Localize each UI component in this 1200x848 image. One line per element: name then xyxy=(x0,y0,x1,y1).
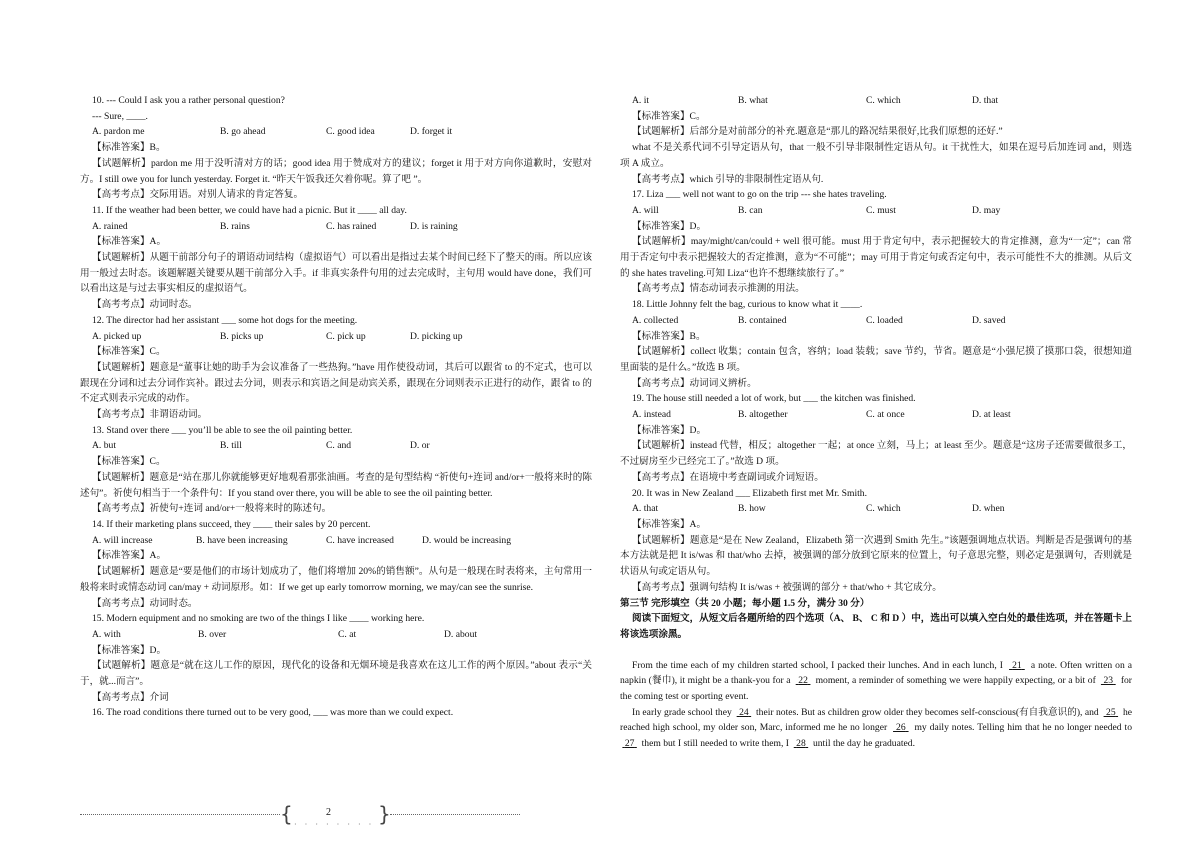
q10-option-b: B. go ahead xyxy=(220,126,266,138)
q15-option-b: B. over xyxy=(198,628,227,640)
blank-number: 26 xyxy=(896,722,906,734)
section-title: 第三节 完形填空（共 20 小题；每小题 1.5 分，满分 30 分） xyxy=(620,597,870,609)
q19-answer: 【标准答案】D。 xyxy=(632,424,707,436)
q18-stem: 18. Little Johnny felt the bag, curious to know what it ____. xyxy=(632,299,863,311)
q16-stem: 16. The road conditions there turned out to be very good, ___ was more than we could expect. xyxy=(92,707,454,719)
passage-text: them but I still needed to write them, I xyxy=(641,738,789,750)
blank-23 xyxy=(1101,675,1116,686)
q17-answer: 【标准答案】D。 xyxy=(632,220,707,232)
q11-analysis: 【试题解析】从题干前部分句子的谓语动词结构（虚拟语气）可以看出是指过去某个时间已经下了整天的雨。所以应该用一般过去时态。该题解题关键要从题干前部分入手。if 非真实条件句用的过去完成时，主句用 would have done，我们可以看出这是与过去事实相反的虚拟语气。 xyxy=(80,252,592,295)
q11-option-a: A. rained xyxy=(92,220,128,232)
q11-option-c: C. has rained xyxy=(326,220,377,232)
q10-answer: 【标准答案】B。 xyxy=(92,142,166,154)
q20-option-b: B. how xyxy=(738,503,766,515)
q16-option-d: D. that xyxy=(972,95,999,106)
q13-stem: 13. Stand over there ___ you’ll be able to see the oil painting better. xyxy=(92,424,353,436)
passage-text: moment, a reminder of something we were happily expecting, or a bit of xyxy=(815,675,1096,687)
right-brace-icon: } xyxy=(378,802,391,826)
passage-text: until the day he graduated. xyxy=(812,738,915,750)
page-footer xyxy=(80,800,520,830)
q15-point: 【高考考点】介词 xyxy=(92,691,169,703)
q10-option-c: C. good idea xyxy=(326,126,375,138)
q12-answer: 【标准答案】C。 xyxy=(92,346,166,358)
q12-option-d: D. picking up xyxy=(410,330,463,342)
right-column xyxy=(620,93,1132,752)
passage-text: From the time each of my children started school, I packed their lunches. And in each lunch, I xyxy=(632,659,1003,671)
left-column xyxy=(80,93,592,721)
q13-point: 【高考考点】祈使句+连词 and/or+一般将来时的陈述句。 xyxy=(92,503,332,515)
q13-options xyxy=(80,438,592,454)
q20-point: 【高考考点】强调句结构 It is/was + 被强调的部分 + that/who + 其它成分。 xyxy=(632,581,942,593)
footer-dots: · · · · · · · · xyxy=(294,820,375,829)
q15-analysis: 【试题解析】题意是“就在这儿工作的原因，现代化的设备和无烟环境是我喜欢在这儿工作的两个原因。”about 表示“关于，就...而言”。 xyxy=(80,660,592,688)
q14-option-a: A. will increase xyxy=(92,534,153,546)
q10-stem: 10. --- Could I ask you a rather personal question? xyxy=(92,95,285,106)
q16-point: 【高考考点】which 引导的非限制性定语从句. xyxy=(632,173,824,185)
passage-text: he reached high school, my older son, Marc, informed me he no longer xyxy=(620,706,1132,734)
passage-text: my daily notes. Telling him that he no longer needed to xyxy=(914,722,1133,734)
q14-point: 【高考考点】动词时态。 xyxy=(92,597,198,609)
blank-27 xyxy=(622,738,636,749)
q12-option-c: C. pick up xyxy=(326,330,366,342)
blank-28 xyxy=(794,738,808,749)
q19-analysis: 【试题解析】instead 代替，相反；altogether 一起；at once 立刻，马上；at least 至少。题意是“这房子还需要做很多工，不过厨房至少已经完工了。”故选 D 项。 xyxy=(620,440,1132,468)
q15-option-d: D. about xyxy=(444,628,478,640)
blank-25 xyxy=(1104,707,1118,718)
q18-answer: 【标准答案】B。 xyxy=(632,330,706,342)
q15-option-a: A. with xyxy=(92,628,121,640)
q17-point: 【高考考点】情态动词表示推测的用法。 xyxy=(632,283,805,295)
q19-option-b: B. altogether xyxy=(738,409,788,421)
q11-options xyxy=(80,219,592,235)
passage-text: In early grade school they xyxy=(632,706,732,718)
q16-answer: 【标准答案】C。 xyxy=(632,110,706,122)
q18-option-d: D. saved xyxy=(972,314,1006,326)
q19-stem: 19. The house still needed a lot of work, but ___ the kitchen was finished. xyxy=(632,393,916,405)
q19-options xyxy=(620,407,1132,423)
q19-option-a: A. instead xyxy=(632,409,671,421)
q15-stem: 15. Modern equipment and no smoking are two of the things I like ____ working here. xyxy=(92,613,425,625)
q17-analysis: 【试题解析】may/might/can/could + well 很可能。must 用于肯定句中，表示把握较大的肯定推测，意为“一定”；can 常用于否定句中表示把握较大的否定推测，意为“不可能”；may 可用于肯定句或否定句中，表示可能性不大的推测。从后文的 she hates traveling.可知 Liza“也许不想继续旅行了。” xyxy=(620,236,1132,279)
q20-stem: 20. It was in New Zealand ___ Elizabeth first met Mr. Smith. xyxy=(632,487,867,499)
q11-option-b: B. rains xyxy=(220,220,250,232)
q14-option-b: B. have been increasing xyxy=(196,534,288,546)
q16-option-c: C. which xyxy=(866,95,901,106)
passage-text: their notes. But as children grow older they becomes self-conscious(有自我意识的), and xyxy=(756,706,1099,718)
q18-option-a: A. collected xyxy=(632,314,679,326)
q18-option-b: B. contained xyxy=(738,314,787,326)
spacer xyxy=(620,643,1132,658)
q17-option-d: D. may xyxy=(972,204,1001,216)
q14-answer: 【标准答案】A。 xyxy=(92,550,167,562)
blank-number: 24 xyxy=(739,706,749,718)
section-instruction: 阅读下面短文，从短文后各题所给的四个选项（A、 B、 C 和 D ）中，选出可以填入空白处的最佳选项，并在答题卡上将该选项涂黑。 xyxy=(620,613,1132,640)
q11-point: 【高考考点】动词时态。 xyxy=(92,299,198,311)
q12-analysis: 【试题解析】题意是“董事让她的助手为会议准备了一些热狗。”have 用作使役动词，其后可以跟省 to 的不定式，也可以跟现在分词和过去分词作宾补。跟过去分词，则表示和宾语之间是动宾关系，跟现在分词则表示正进行的动作，跟省 to 的不定式则表示完成的动作。 xyxy=(80,361,592,405)
q10-point: 【高考考点】交际用语。对别人请求的肯定答复。 xyxy=(92,189,304,201)
q12-point: 【高考考点】非谓语动词。 xyxy=(92,409,208,421)
q17-option-c: C. must xyxy=(866,204,896,216)
passage-paragraph-1 xyxy=(620,658,1132,705)
q11-stem: 11. If the weather had been better, we could have had a picnic. But it ____ all day. xyxy=(92,204,407,216)
blank-number: 27 xyxy=(624,738,635,750)
q20-option-c: C. which xyxy=(866,503,901,515)
q16-option-a: A. it xyxy=(632,95,650,106)
q19-option-c: C. at once xyxy=(866,409,905,421)
q18-option-c: C. loaded xyxy=(866,314,903,326)
q10-option-a: A. pardon me xyxy=(92,126,145,138)
q20-answer: 【标准答案】A。 xyxy=(632,518,707,530)
q10-options xyxy=(80,124,592,140)
q18-options xyxy=(620,313,1132,329)
q18-point: 【高考考点】动词词义辨析。 xyxy=(632,377,757,389)
q10-analysis: 【试题解析】pardon me 用于没听清对方的话；good idea 用于赞成对方的建议；forget it 用于对方向你道歉时，安慰对方。I still owe you for lunch yesterday. Forget it. “昨天午饭我还欠着你呢。算了吧 ”。 xyxy=(80,157,592,185)
q20-options xyxy=(620,501,1132,517)
q13-analysis: 【试题解析】题意是“站在那儿你就能够更好地观看那张油画。考查的是句型结构 “祈使句+连词 and/or+一般将来时的陈述句”。祈使句相当于一个条件句：If you stand over there, you will be able to see the oil painting better. xyxy=(80,471,592,499)
blank-number: 23 xyxy=(1103,675,1114,687)
blank-21 xyxy=(1009,660,1025,671)
footer-divider-left xyxy=(80,814,280,815)
blank-22 xyxy=(796,675,811,686)
q16-option-b: B. what xyxy=(738,95,768,106)
q16-options xyxy=(620,93,1132,109)
q16-analysis: 【试题解析】后部分是对前部分的补充.题意是“那儿的路况结果很好,比我们原想的还好.” xyxy=(632,126,1003,138)
q12-options xyxy=(80,329,592,345)
q20-analysis: 【试题解析】题意是“是在 New Zealand，Elizabeth 第一次遇到 Smith 先生。”该题强调地点状语。判断是否是强调句的基本方法就是把 It is/was 和 that/who 去掉，被强调的部分放到它原来的位置上，句子意思完整，则必定是强调句，否则就是状语从句或定语从句。 xyxy=(620,534,1132,578)
q17-stem: 17. Liza ___ well not want to go on the trip --- she hates traveling. xyxy=(632,189,887,201)
q20-option-d: D. when xyxy=(972,503,1005,515)
q17-options xyxy=(620,203,1132,219)
passage-text: a note. Often written on a napkin (餐巾), it might be a thank-you for a xyxy=(620,659,1133,687)
q10-stem2: --- Sure, ____. xyxy=(92,110,148,122)
q13-option-c: C. and xyxy=(326,440,352,452)
q17-option-a: A. will xyxy=(632,204,659,216)
q13-option-b: B. till xyxy=(220,440,242,452)
q11-answer: 【标准答案】A。 xyxy=(92,236,167,248)
blank-number: 22 xyxy=(798,675,808,687)
q20-option-a: A. that xyxy=(632,503,659,515)
footer-divider-right xyxy=(390,814,520,815)
blank-number: 21 xyxy=(1012,659,1022,671)
passage-text: for the coming test or sporting event. xyxy=(620,675,1132,703)
page-number: 2 xyxy=(326,807,331,818)
blank-24 xyxy=(737,707,751,718)
q16-analysis2: what 不是关系代词不引导定语从句，that 一般不引导非限制性定语从句。it 干扰性大，如果在逗号后加连词 and，则选项 A 成立。 xyxy=(620,142,1132,169)
blank-26 xyxy=(893,722,909,733)
q12-option-a: A. picked up xyxy=(92,330,142,342)
q10-option-d: D. forget it xyxy=(410,126,453,138)
q14-analysis: 【试题解析】题意是“要是他们的市场计划成功了，他们将增加 20%的销售额”。从句是一般现在时表将来，主句常用一般将来时或情态动词 can/may + 动词原形。如：If we get up early tomorrow morning, we may/can see the sunrise. xyxy=(80,566,592,593)
q18-analysis: 【试题解析】collect 收集；contain 包含，容纳；load 装载；save 节约，节省。题意是“小强尼摸了摸那口袋，很想知道里面装的是什么。”故选 B 项。 xyxy=(620,346,1132,373)
q13-option-d: D. or xyxy=(410,440,430,452)
q12-stem: 12. The director had her assistant ___ some hot dogs for the meeting. xyxy=(92,314,358,326)
passage-paragraph-2 xyxy=(620,705,1132,752)
blank-number: 28 xyxy=(796,738,806,750)
q15-options xyxy=(80,627,592,643)
q14-option-d: D. would be increasing xyxy=(422,534,511,546)
q15-answer: 【标准答案】D。 xyxy=(92,644,167,656)
q14-option-c: C. have increased xyxy=(326,534,394,546)
q13-option-a: A. but xyxy=(92,440,116,452)
q15-option-c: C. at xyxy=(338,628,357,640)
left-brace-icon: { xyxy=(280,802,293,826)
q14-stem: 14. If their marketing plans succeed, they ____ their sales by 20 percent. xyxy=(92,518,371,530)
blank-number: 25 xyxy=(1106,706,1116,718)
q13-answer: 【标准答案】C。 xyxy=(92,456,166,468)
q17-option-b: B. can xyxy=(738,204,763,216)
q19-option-d: D. at least xyxy=(972,409,1011,421)
q12-option-b: B. picks up xyxy=(220,330,264,342)
q11-option-d: D. is raining xyxy=(410,220,458,232)
q14-options xyxy=(80,533,592,549)
q19-point: 【高考考点】在语境中考查副词或介词短语。 xyxy=(632,471,824,483)
